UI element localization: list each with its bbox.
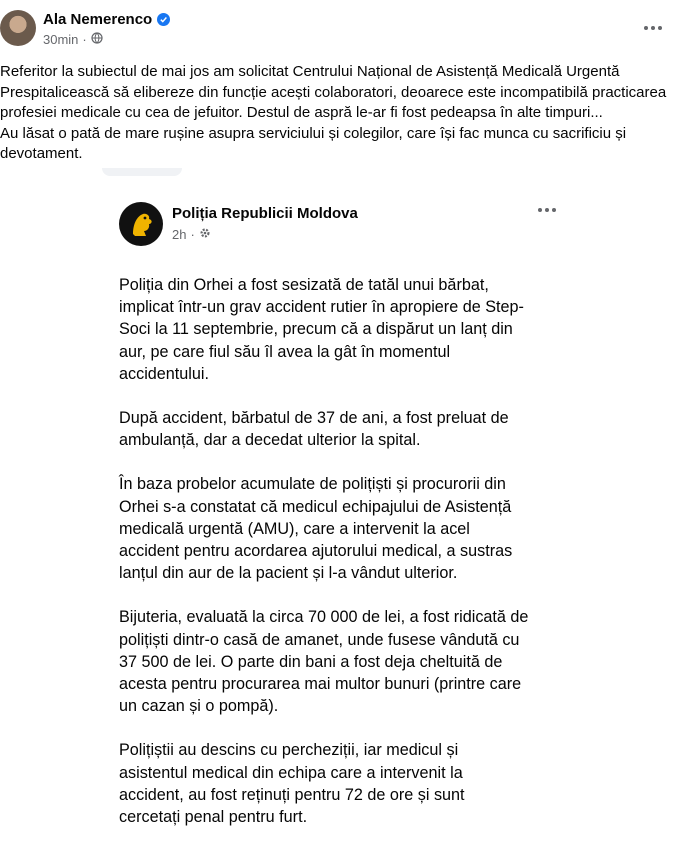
text-line: În baza probelor acumulate de polițiști și procurorii din bbox=[119, 475, 506, 494]
shared-paragraph-3 bbox=[119, 473, 589, 584]
post-header bbox=[0, 0, 689, 56]
globe-icon bbox=[91, 32, 103, 47]
meta-separator: · bbox=[190, 227, 195, 242]
text-line: asistentul medical din echipa care a intervenit la bbox=[119, 763, 463, 782]
text-line: accident, au fost reținuți pentru 72 de ore și sunt bbox=[119, 785, 465, 804]
meta-separator: · bbox=[82, 32, 87, 47]
text-line: După accident, bărbatul de 37 de ani, a fost preluat de bbox=[119, 409, 509, 428]
shared-post-time: 2h bbox=[172, 227, 187, 242]
more-dots-icon bbox=[644, 26, 648, 30]
shared-post-body bbox=[119, 274, 589, 850]
post-time[interactable]: 30min bbox=[43, 32, 79, 47]
text-line: Polițiștii au descins cu percheziții, iar medicul și bbox=[119, 741, 459, 760]
text-line: medicală urgentă (AMU), care a intervenit la acel bbox=[119, 519, 470, 538]
shared-more-dots-icon bbox=[538, 208, 556, 212]
text-line: Orhei s-a constatat că medicul echipajului de Asistență bbox=[119, 497, 512, 516]
image-top-edge bbox=[102, 168, 182, 176]
author-name[interactable]: Ala Nemerenco bbox=[43, 11, 153, 28]
shared-post-meta bbox=[172, 227, 211, 242]
text-line: implicat într-un grav accident rutier în apropiere de Step- bbox=[119, 298, 524, 317]
text-line: cercetați penal pentru furt. bbox=[119, 808, 308, 827]
post-meta bbox=[43, 32, 103, 47]
shared-paragraph-5 bbox=[119, 739, 589, 828]
text-line: aur, pe care fiul său îl avea la gât în momentul bbox=[119, 342, 451, 361]
text-line: 37 500 de lei. O parte din bani a fost deja cheltuită de bbox=[119, 652, 503, 671]
shared-paragraph-4 bbox=[119, 606, 589, 717]
gear-icon bbox=[199, 227, 211, 242]
text-line: Soci la 11 septembrie, precum că a dispărut un lanț din bbox=[119, 320, 513, 339]
post-text: Referitor la subiectul de mai jos am solicitat Centrului Național de Asistență Medicală Urgentă Prespitalicească să elibereze din funcție acești colaboratori, deoarece este incompatibilă practicarea profesiei medicale cu cea de jefuitor. Destul de aspră le-ar fi fost pedeapsa în alte timpuri... Au lăsat o pată de mare rușine asupra serviciului și colegilor, care își fac munca cu sacrificiu și devotament. bbox=[0, 63, 667, 162]
shared-post-card bbox=[102, 188, 582, 827]
shared-paragraph-2 bbox=[119, 407, 589, 451]
text-line: polițiști dintr-o casă de amanet, unde fusese vândută cu bbox=[119, 630, 520, 649]
shared-paragraph-1 bbox=[119, 274, 589, 385]
text-line: accidentului. bbox=[119, 364, 209, 383]
text-line: Bijuteria, evaluată la circa 70 000 de lei, a fost ridicată de bbox=[119, 608, 529, 627]
author-name-row bbox=[43, 11, 170, 28]
text-line: ambulanță, dar a decedat ulterior la spital. bbox=[119, 431, 421, 450]
verified-badge-icon bbox=[157, 13, 170, 26]
post-more-button[interactable] bbox=[639, 18, 667, 38]
shared-page-name: Poliția Republicii Moldova bbox=[172, 205, 358, 222]
text-line: lanțul din aur de la pacient și l-a vândut ulterior. bbox=[119, 564, 458, 583]
police-logo-icon bbox=[119, 202, 163, 246]
text-line: un cazan și o pompă). bbox=[119, 697, 279, 716]
shared-post-image[interactable] bbox=[0, 168, 689, 827]
text-line: accident pentru acordarea ajutorului medical, a sustras bbox=[119, 542, 513, 561]
text-line: Poliția din Orhei a fost sesizată de tatăl unui bărbat, bbox=[119, 276, 489, 294]
text-line: acesta pentru procurarea mai multor bunuri (printre care bbox=[119, 675, 522, 694]
author-avatar[interactable] bbox=[0, 10, 36, 46]
